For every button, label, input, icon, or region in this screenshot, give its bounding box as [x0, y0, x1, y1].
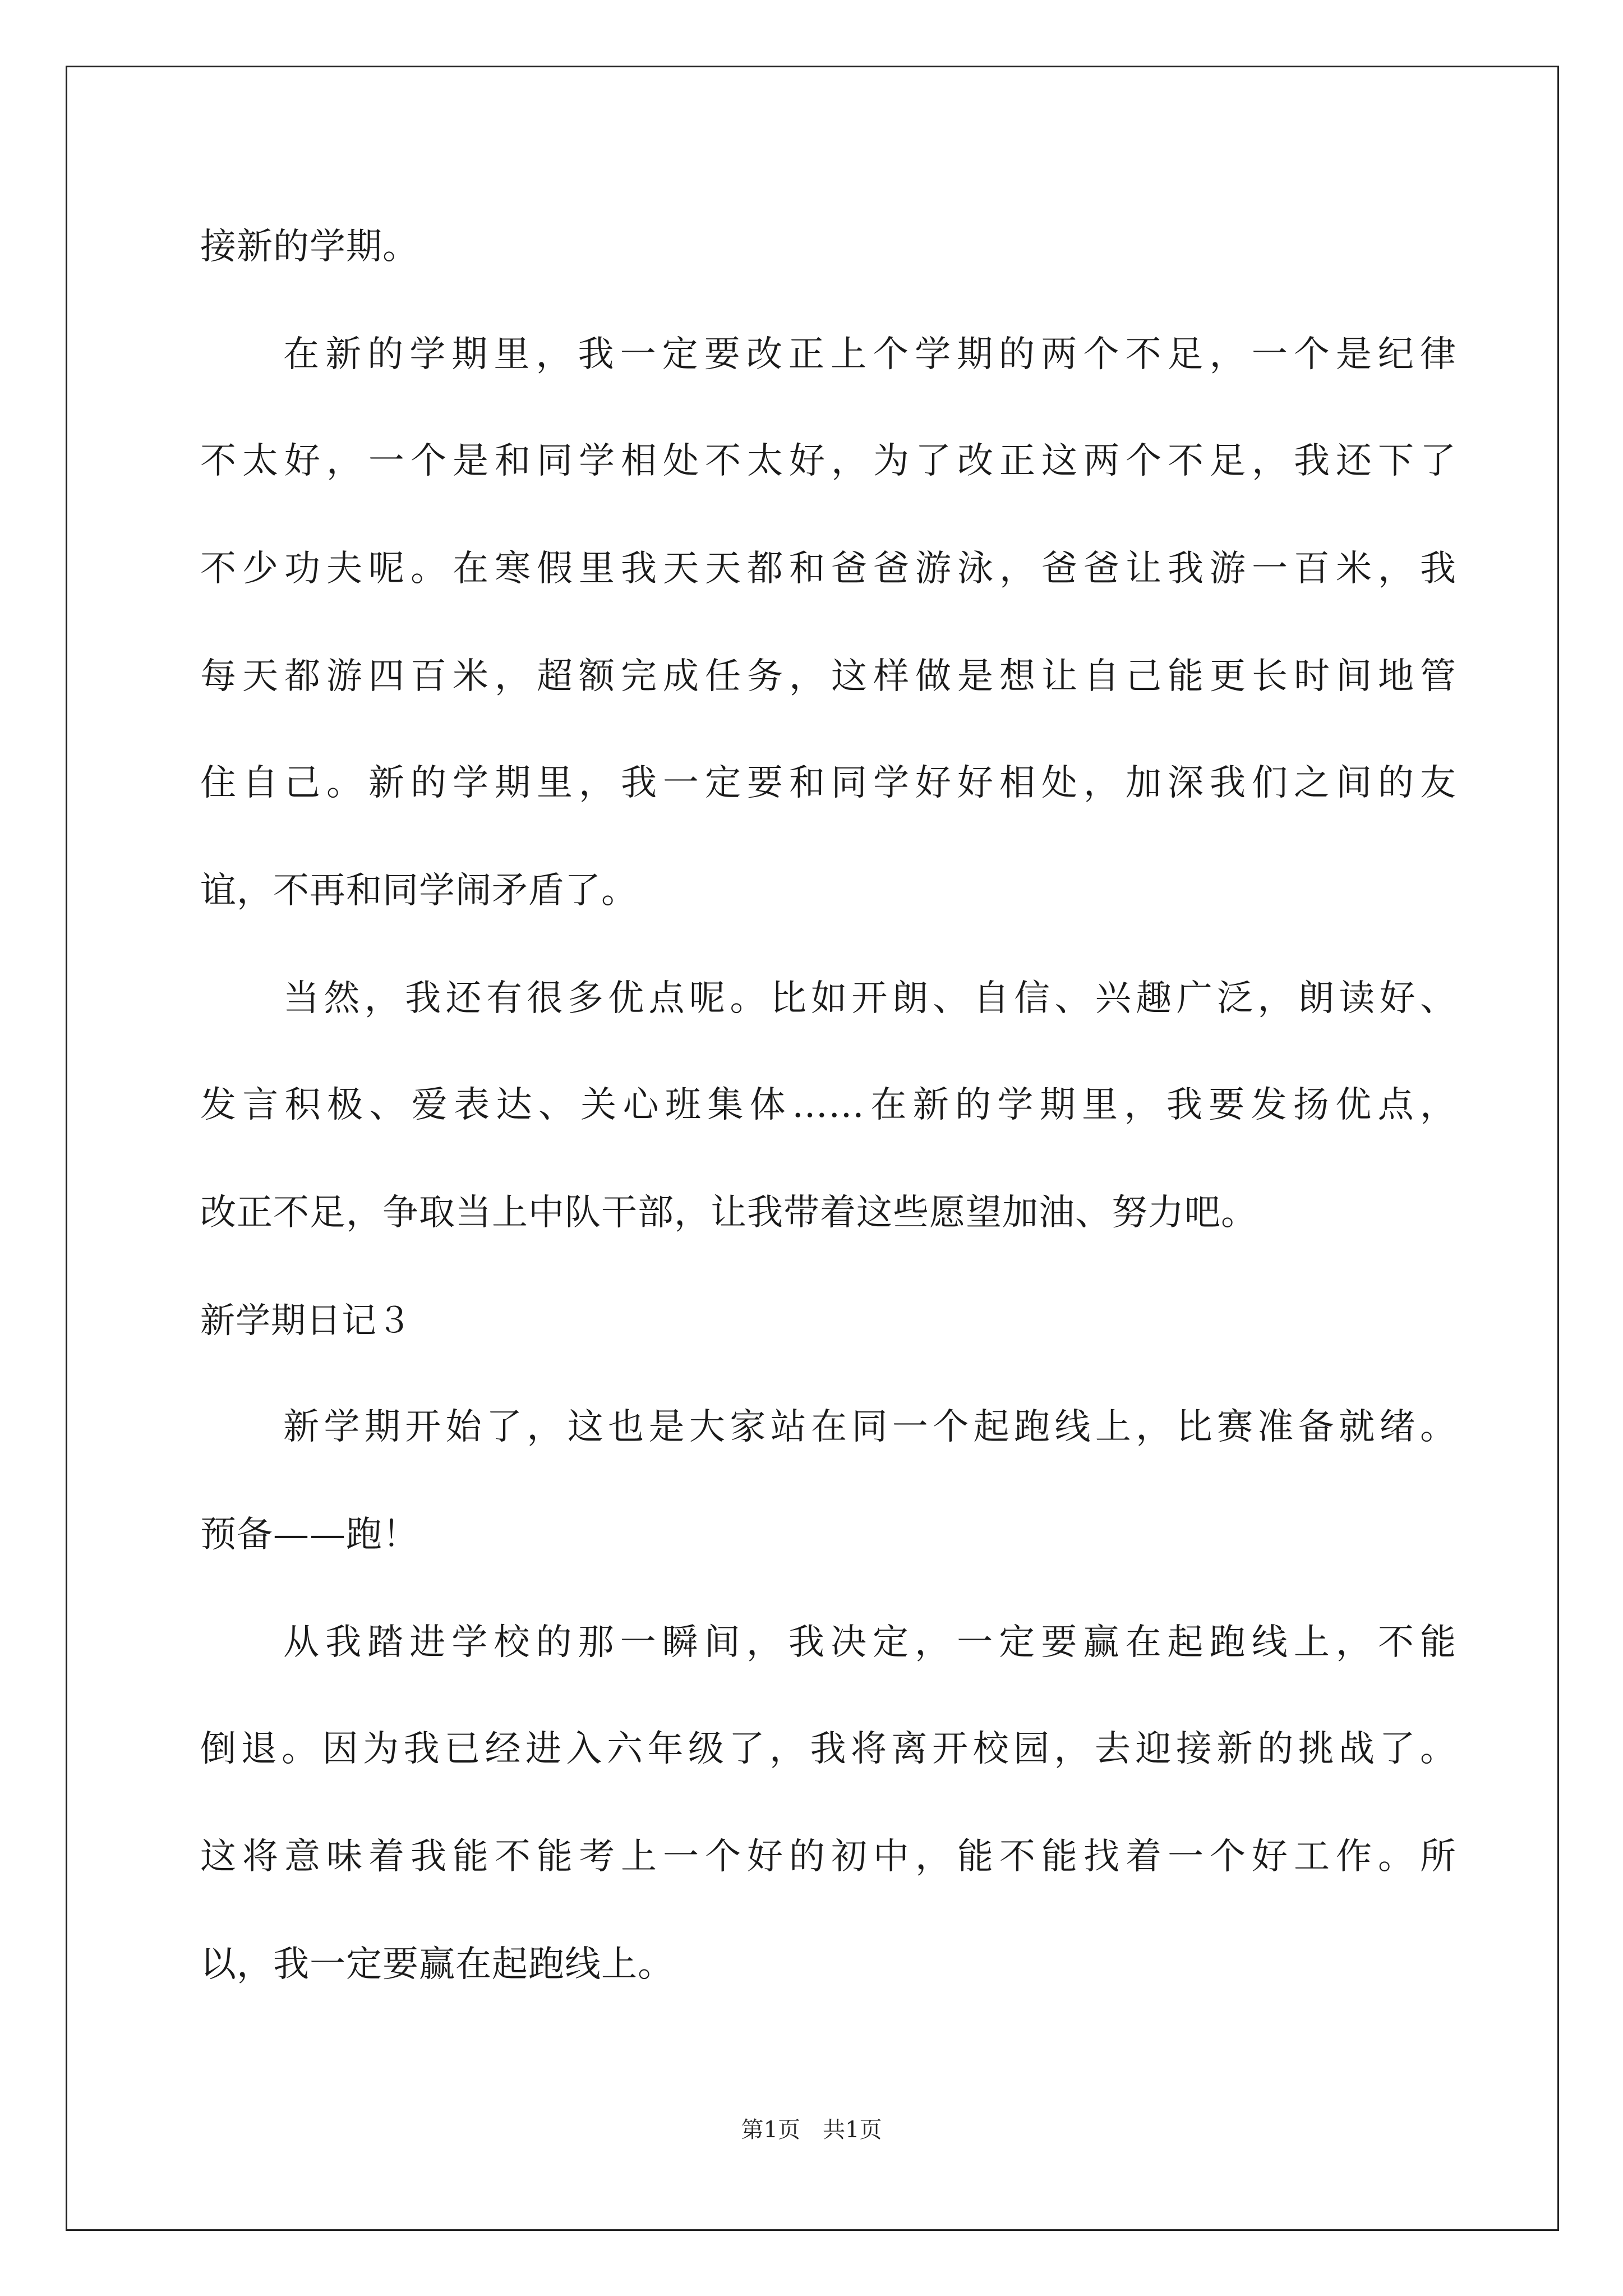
text-line: 预备——跑！ [200, 1514, 419, 1556]
paragraph-first-line: 当然，我还有很多优点呢。比如开朗、自信、兴趣广泛，朗读好、 [283, 978, 1456, 1019]
text-line: 接新的学期。 [200, 226, 419, 268]
text-line: 改正不足，争取当上中队干部，让我带着这些愿望加油、努力吧。 [200, 1192, 1257, 1234]
text-line: 每天都游四百米，超额完成任务，这样做是想让自己能更长时间地管 [200, 656, 1456, 697]
page-border [66, 66, 1559, 2231]
text-line: 这将意味着我能不能考上一个好的初中，能不能找着一个好工作。所 [200, 1836, 1456, 1878]
text-line: 发言积极、爱表达、关心班集体……在新的学期里，我要发扬优点， [200, 1084, 1456, 1126]
paragraph-first-line: 在新的学期里，我一定要改正上个学期的两个不足，一个是纪律 [283, 334, 1456, 375]
text-line: 倒退。因为我已经进入六年级了，我将离开校园，去迎接新的挑战了。 [200, 1728, 1456, 1770]
section-heading: 新学期日记３ [200, 1300, 413, 1341]
text-line: 住自己。新的学期里，我一定要和同学好好相处，加深我们之间的友 [200, 762, 1456, 804]
text-line: 不太好，一个是和同学相处不太好，为了改正这两个不足，我还下了 [200, 440, 1456, 482]
text-line: 不少功夫呢。在寒假里我天天都和爸爸游泳，爸爸让我游一百米，我 [200, 548, 1456, 590]
text-line: 谊，不再和同学闹矛盾了。 [200, 870, 638, 912]
paragraph-first-line: 新学期开始了，这也是大家站在同一个起跑线上，比赛准备就绪。 [283, 1406, 1456, 1448]
page-footer: 第1页 共1页 [741, 2117, 882, 2143]
paragraph-first-line: 从我踏进学校的那一瞬间，我决定，一定要赢在起跑线上，不能 [283, 1622, 1456, 1663]
text-line: 以，我一定要赢在起跑线上。 [200, 1944, 674, 1985]
